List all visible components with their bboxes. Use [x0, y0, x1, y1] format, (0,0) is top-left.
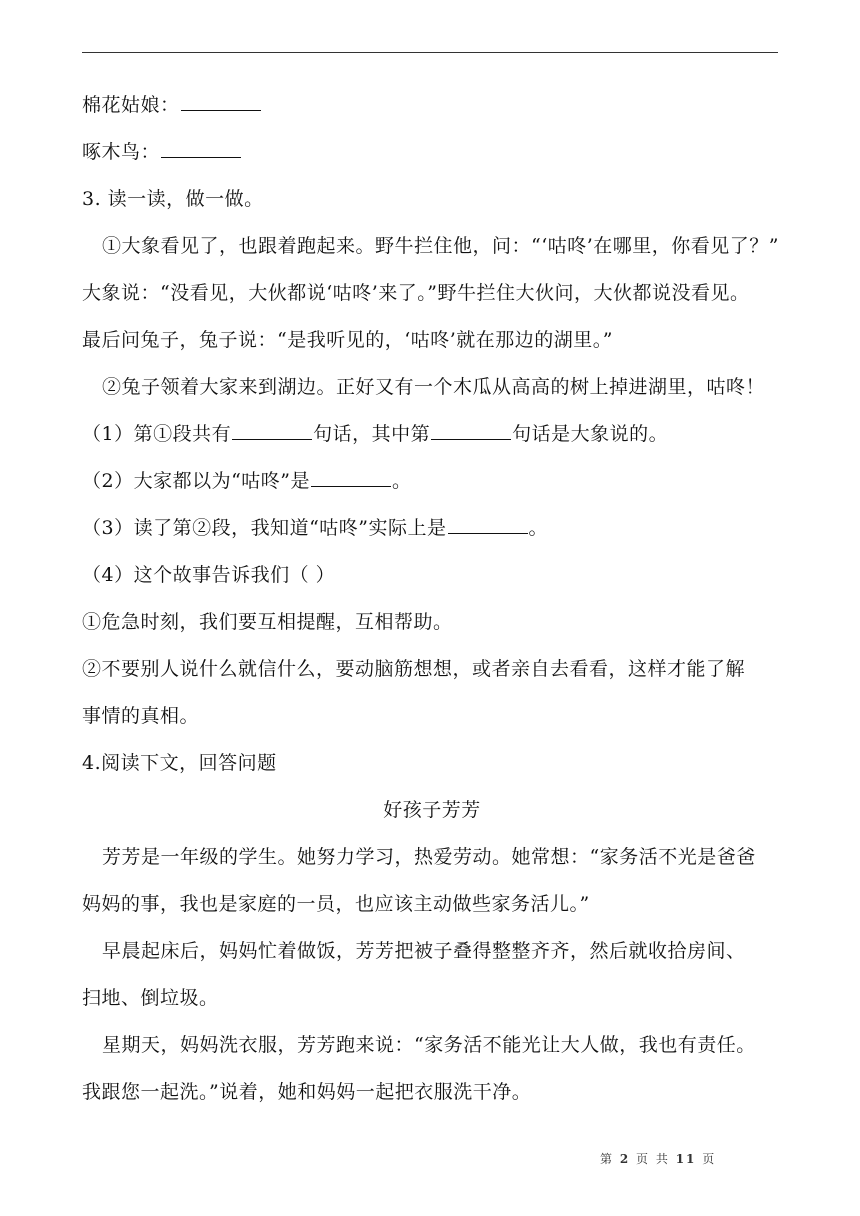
answer-blank	[161, 156, 241, 158]
answer-blank	[311, 485, 391, 487]
answer-label: 啄木鸟：	[82, 141, 161, 163]
passage-paragraph-2: ②兔子领着大家来到湖边。正好又有一个木瓜从高高的树上掉进湖里，咕咚！	[102, 376, 766, 398]
subquestion-text: （1）第①段共有	[82, 423, 232, 445]
answer-line-cotton-girl	[82, 82, 782, 129]
story-paragraph-1-cont: 妈妈的事，我也是家庭的一员，也应该主动做些家务活儿。”	[82, 893, 590, 915]
story-paragraph-2: 早晨起床后，妈妈忙着做饭，芳芳把被子叠得整整齐齐，然后就收拾房间、	[102, 940, 746, 962]
document-body	[82, 82, 782, 1116]
story-paragraph-1: 芳芳是一年级的学生。她努力学习，热爱劳动。她常想：“家务活不光是爸爸	[102, 846, 756, 868]
passage-paragraph-1: ①大象看见了，也跟着跑起来。野牛拦住他，问：“‘咕咚’在哪里，你看见了？”	[102, 235, 780, 257]
story-paragraph-3: 星期天，妈妈洗衣服，芳芳跑来说：“家务活不能光让大人做，我也有责任。	[102, 1034, 756, 1056]
subquestion-text: （2）大家都以为“咕咚”是	[82, 470, 311, 492]
header-rule	[82, 52, 778, 53]
subquestion-3	[82, 505, 782, 552]
passage-paragraph-1-cont: 大象说：“没看见，大伙都说‘咕咚’来了。”野牛拦住大伙问，大伙都说没看见。	[82, 282, 750, 304]
page-number: 2	[619, 1152, 631, 1166]
question-3-title: 3. 读一读，做一做。	[82, 188, 264, 210]
footer-text: 第	[600, 1152, 615, 1166]
subquestion-text: 。	[528, 517, 549, 539]
option-2-cont: 事情的真相。	[82, 705, 200, 727]
subquestion-1	[82, 411, 782, 458]
option-1: ①危急时刻，我们要互相提醒，互相帮助。	[82, 611, 453, 633]
subquestion-text: （3）读了第②段，我知道“咕咚”实际上是	[82, 517, 447, 539]
answer-blank	[232, 438, 312, 440]
subquestion-text: 句话，其中第	[313, 423, 431, 445]
footer-text: 页 共	[636, 1152, 670, 1166]
answer-blank	[181, 109, 261, 111]
subquestion-text: 句话是大象说的。	[512, 423, 669, 445]
passage-paragraph-1-cont: 最后问兔子，兔子说：“是我听见的，‘咕咚’就在那边的湖里。”	[82, 329, 614, 351]
answer-blank	[448, 532, 528, 534]
page-total: 11	[675, 1152, 697, 1166]
question-4-title: 4.阅读下文，回答问题	[82, 752, 277, 774]
story-paragraph-2-cont: 扫地、倒垃圾。	[82, 987, 219, 1009]
option-2: ②不要别人说什么就信什么，要动脑筋想想，或者亲自去看看，这样才能了解	[82, 658, 746, 680]
answer-blank	[431, 438, 511, 440]
footer-text: 页	[702, 1152, 717, 1166]
answer-label: 棉花姑娘：	[82, 94, 180, 116]
page-footer	[600, 1150, 800, 1167]
subquestion-4: （4）这个故事告诉我们（ ）	[82, 564, 336, 586]
subquestion-text: 。	[392, 470, 412, 492]
answer-line-woodpecker	[82, 129, 782, 176]
subquestion-2	[82, 458, 782, 505]
story-paragraph-3-cont: 我跟您一起洗。”说着，她和妈妈一起把衣服洗干净。	[82, 1081, 532, 1103]
story-title: 好孩子芳芳	[383, 799, 481, 821]
